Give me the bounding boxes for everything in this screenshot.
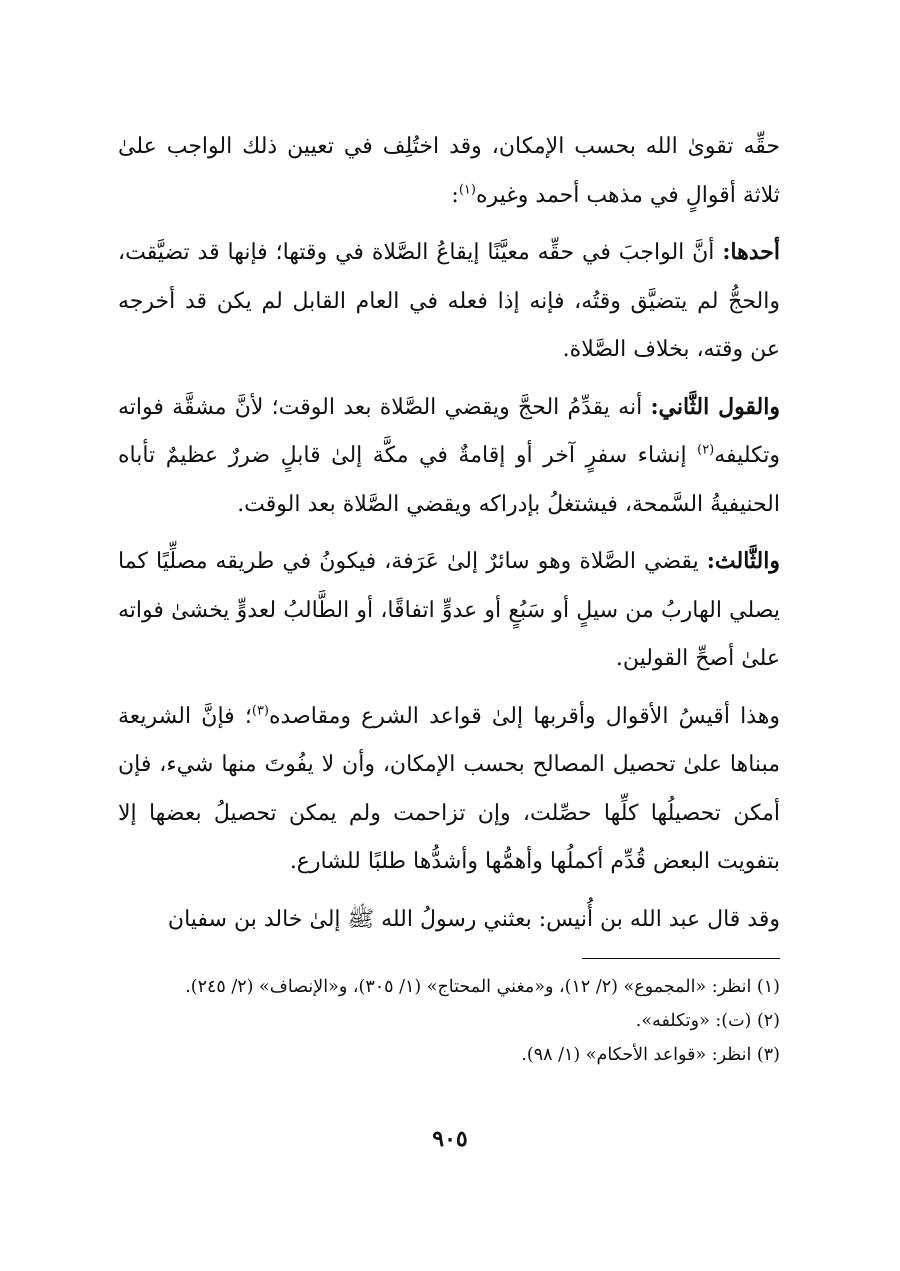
paragraph-text: حقِّه تقوىٰ الله بحسب الإمكان، وقد اختُلِف في تعيين ذلك الواجب علىٰ ثلاثة أقوالٍ في مذهب أحمد وغيره [118,134,780,208]
paragraph-lead: أحدها: [722,239,780,265]
paragraph-text-tail: إنشاء سفرٍ آخر أو إقامةٌ في مكَّة إلىٰ قابلٍ ضررٌ عظيمٌ تأباه الحنيفيةُ السَّمحة، فيشتغلُ بإدراكه ويقضي الصَّلاة بعد الوقت. [118,443,780,517]
paragraph-lead: والقول الثَّاني: [650,393,780,420]
footnote-1: (١) انظر: «المجموع» (٢/ ١٢)، و«مغني المحتاج» (١/ ٣٠٥)، و«الإنصاف» (٢/ ٢٤٥). [185,977,780,997]
paragraph-text: أنَّ الواجبَ في حقِّه معيَّنًا إيقاعُ الصَّلاة في وقتها؛ فإنها قد تضيَّقت، والحجُّ لم يتضيَّق وقتُه، فإنه إذا فعله في العام القابل لم يكن قد أخرجه عن وقته، بخلاف الصَّلاة. [118,240,780,362]
paragraph-4 [118,537,780,684]
paragraph-3 [118,383,780,530]
paragraph-text: وقد قال عبد الله بن أُنيس: بعثني رسولُ الله ﷺ إلىٰ خالد بن سفيان [167,906,780,932]
paragraph-6 [118,895,780,945]
paragraph-lead: والثَّالث: [706,548,780,574]
footnote-separator [582,958,780,959]
footnote-3: (٣) انظر: «قواعد الأحكام» (١/ ٩٨). [521,1045,780,1065]
page-number: ٩٠٥ [432,1126,468,1152]
paragraph-text: يقضي الصَّلاة وهو سائرٌ إلىٰ عَرَفة، فيكونُ في طريقه مصلِّيًا كما يصلي الهاربُ من سيلٍ أو سَبُعٍ أو عدوٍّ اتفاقًا، أو الطَّالبُ لعدوٍّ يخشىٰ فواته علىٰ أصحِّ القولين. [118,549,780,671]
paragraph-text: وهذا أقيسُ الأقوال وأقربها إلىٰ قواعد الشرع ومقاصده [269,703,780,729]
paragraph-1 [118,122,780,220]
footnote-2: (٢) (ت): «وتكلفه». [635,1011,780,1031]
paragraph-text-tail: : [451,182,459,208]
paragraph-text: أنه يقدِّمُ الحجَّ ويقضي الصَّلاة بعد الوقت؛ لأنَّ مشقَّة فواته وتكليفه [118,394,780,468]
paragraph-2 [118,228,780,375]
footnote-ref-1: (١) [458,182,476,198]
paragraph-5 [118,692,780,887]
footnote-ref-2: (٢) [697,442,715,458]
footnotes [118,970,780,1072]
main-text [118,122,780,952]
footnote-ref-3: (٣) [251,703,269,719]
paragraph-text-tail: ؛ فإنَّ الشريعة مبناها علىٰ تحصيل المصالح بحسب الإمكان، وأن لا يفُوتَ منها شيء، فإن أمكن تحصيلُها كلِّها حصِّلت، وإن تزاحمت ولم يمكن تحصيلُ بعضها إلا بتفويت البعض قُدِّم أكملُها وأهمُّها وأشدُّها طلبًا للشارع. [118,703,780,874]
